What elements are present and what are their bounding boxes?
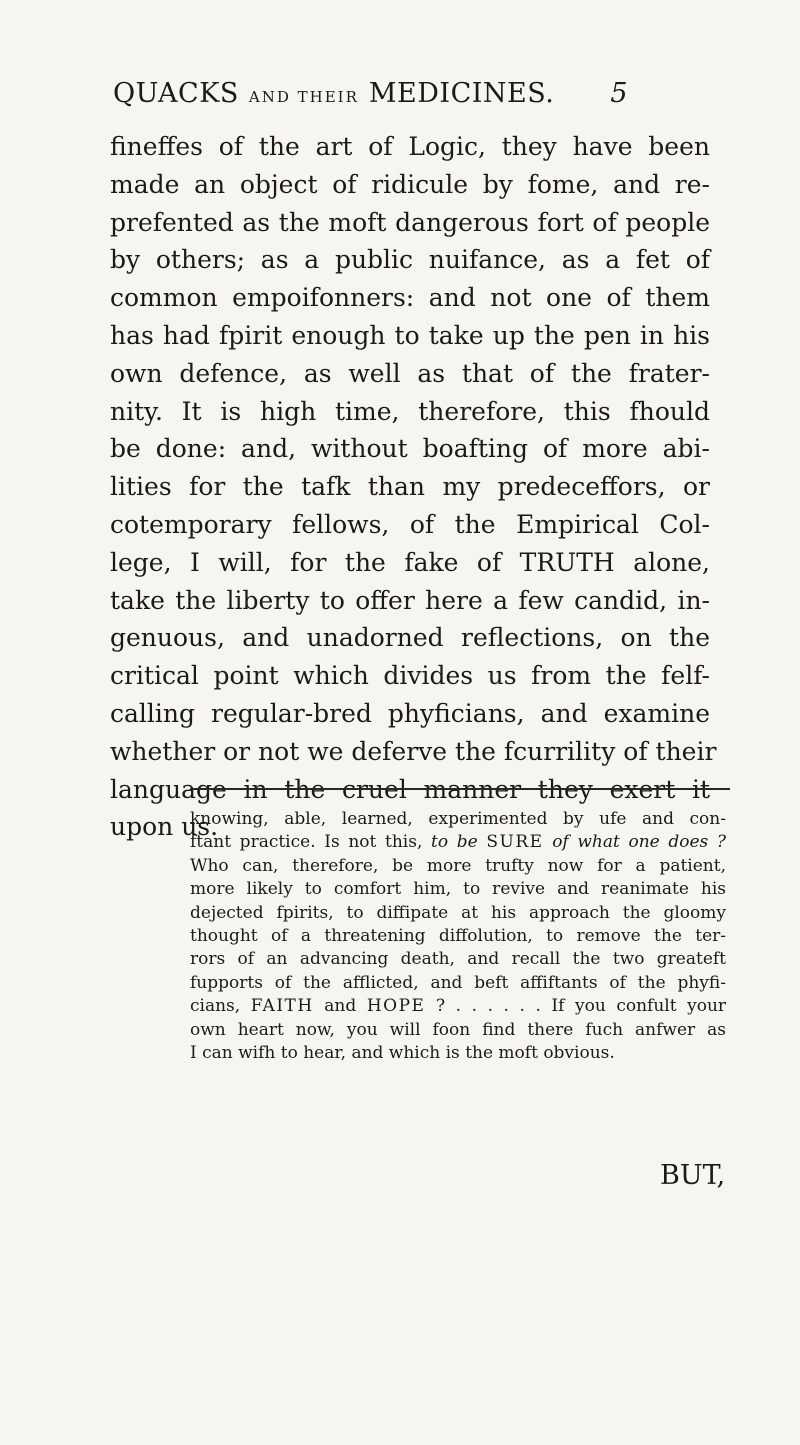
text-line: whether or not we deferve the fcurrility of their: [110, 736, 717, 766]
footnote-line: [190, 995, 726, 1018]
footnote-text: cians,: [190, 996, 241, 1017]
footnote-text: and: [324, 996, 357, 1017]
text-line: lities for the tafk than my predeceffors, or: [110, 472, 710, 502]
footnote-text: ftant practice. Is not this,: [190, 832, 423, 853]
text-line: lege, I will, for the fake of TRUTH alone,: [110, 547, 710, 577]
footnote-line: own heart now, you will foon find there fuch anfwer as: [190, 1019, 726, 1040]
footnote-italic: of what one does ?: [552, 832, 727, 853]
footnote-line: I can wifh to hear, and which is the moft obvious.: [190, 1042, 615, 1063]
text-line: by others; as a public nuifance, as a fet of: [110, 245, 710, 275]
footnote-line: dejected fpirits, to diffipate at his approach the gloomy: [190, 902, 726, 923]
text-line: genuous, and unadorned reflections, on the: [110, 623, 710, 653]
footnote-text: ? . . . . . . If you confult your: [436, 996, 727, 1017]
footnote-italic: to be: [431, 832, 478, 853]
footnote-line: knowing, able, learned, experimented by ufe and con-: [190, 809, 726, 829]
text-line: nity. It is high time, therefore, this fhould: [110, 396, 710, 426]
running-head: [113, 78, 628, 120]
main-text: [110, 128, 717, 846]
text-line: common empoifonners: and not one of them: [110, 283, 710, 313]
text-line: cotemporary fellows, of the Empirical Col-: [110, 509, 710, 539]
text-line: has had fpirit enough to take up the pen in his: [110, 320, 710, 350]
catchword: BUT,: [660, 1160, 726, 1191]
footnote-smallcaps: FAITH: [250, 996, 314, 1017]
text-line: own defence, as well as that of the frater-: [110, 358, 710, 388]
footnote-line: [190, 831, 726, 854]
footnote-line: Who can, therefore, be more trufty now for a patient,: [190, 855, 726, 876]
footnote-line: more likely to comfort him, to revive and reanimate his: [190, 879, 726, 900]
footnote-smallcaps: HOPE: [366, 996, 426, 1017]
text-line: upon us.: [110, 812, 219, 842]
running-head-title-3: MEDICINES.: [368, 78, 555, 109]
text-line: made an object of ridicule by fome, and re-: [110, 169, 710, 199]
text-line: critical point which divides us from the felf-: [110, 661, 710, 691]
footnote-line: thought of a threatening diffolution, to remove the ter-: [190, 925, 726, 946]
running-head-title-2: AND THEIR: [248, 88, 359, 106]
footnote-rule: [190, 788, 730, 790]
text-line: calling regular-bred phyficians, and examine: [110, 698, 710, 728]
running-head-title-1: QUACKS: [113, 78, 239, 109]
footnote-line: fupports of the afflicted, and beft affiftants of the phyfi-: [190, 972, 726, 993]
text-line: language in the cruel manner they exert it: [110, 774, 710, 804]
text-line: fineffes of the art of Logic, they have been: [110, 132, 710, 161]
footnote: [190, 808, 726, 1065]
page-number: 5: [610, 78, 628, 109]
text-line: prefented as the moft dangerous fort of people: [110, 207, 710, 237]
text-line: be done: and, without boafting of more abi-: [110, 434, 710, 464]
text-line: take the liberty to offer here a few candid, in-: [110, 585, 710, 615]
footnote-line: rors of an advancing death, and recall the two greateft: [190, 949, 726, 970]
footnote-smallcaps: SURE: [486, 832, 544, 853]
